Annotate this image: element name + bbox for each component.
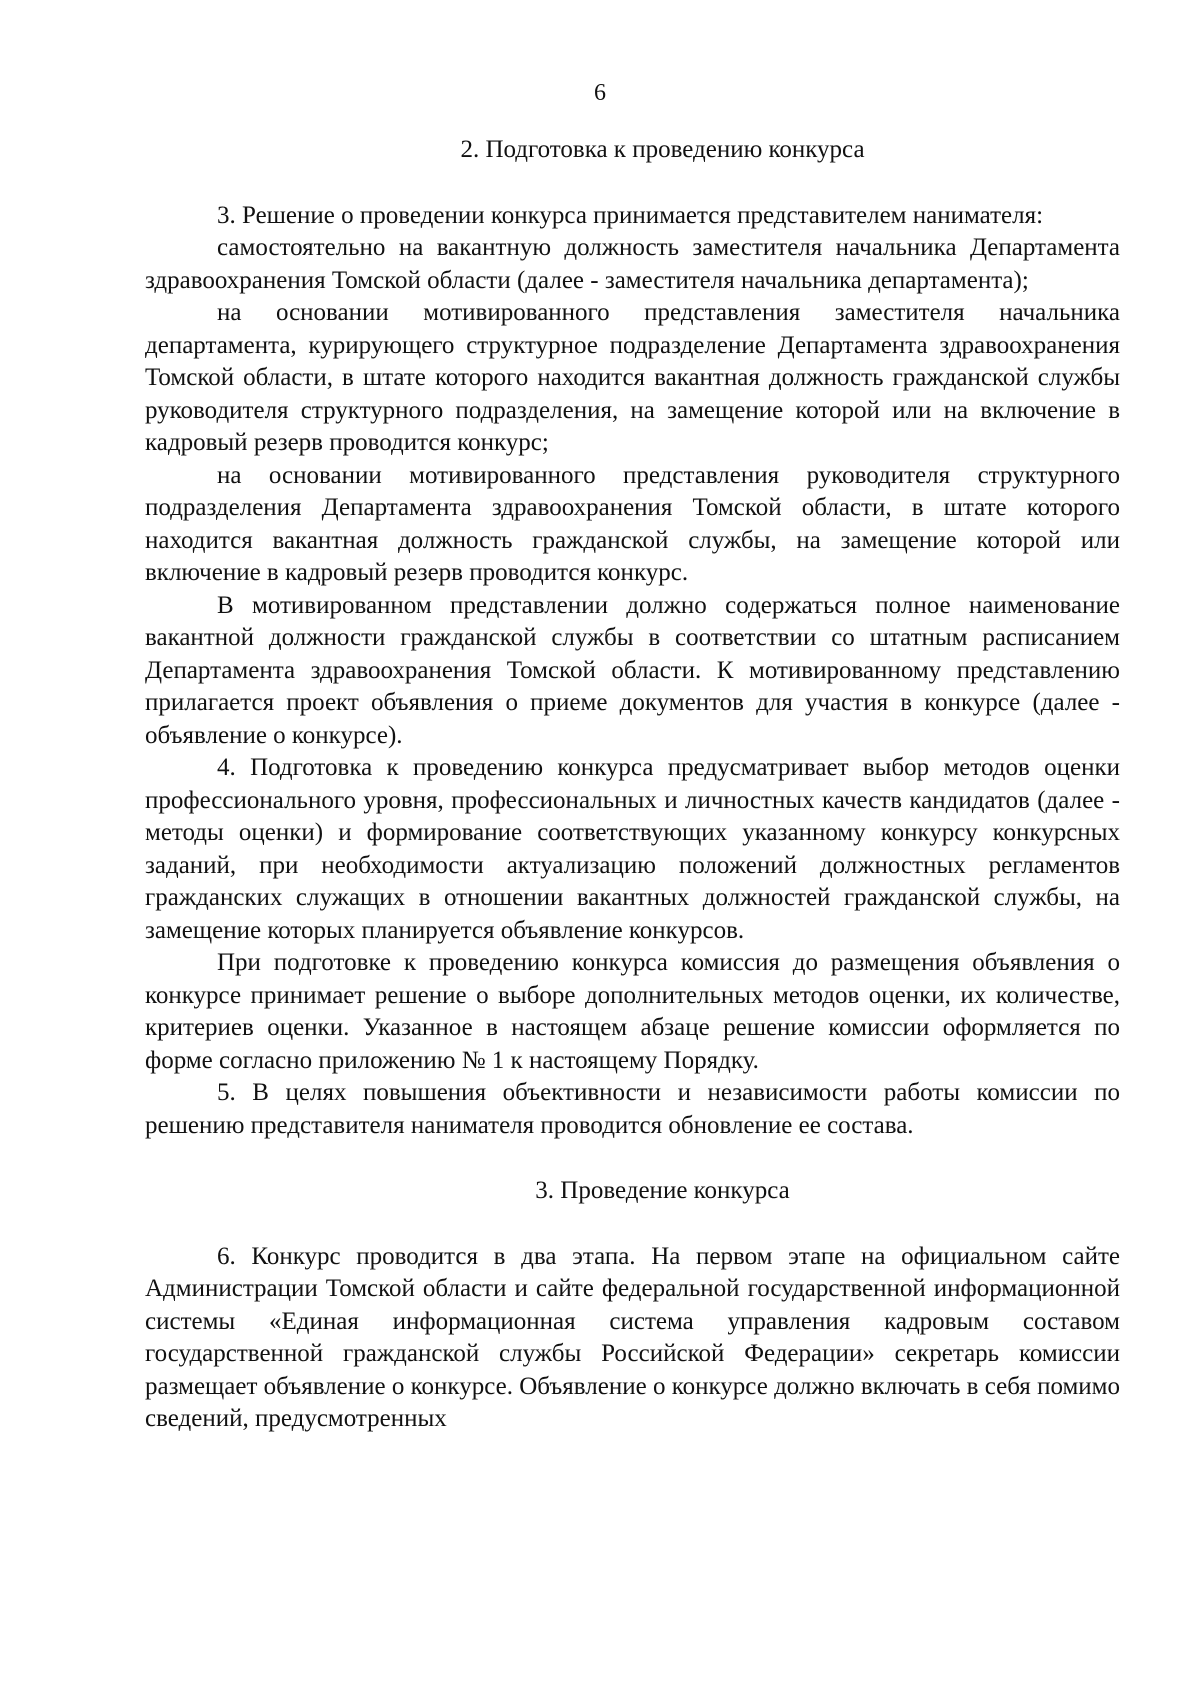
section-heading-conduct: 3. Проведение конкурса: [535, 1177, 790, 1204]
paragraph-5-renewal: 5. В целях повышения объективности и независимости работы комиссии по решению представителя нанимателя проводится обновление ее состава.: [145, 1079, 1120, 1139]
document-body: [145, 134, 1120, 1436]
paragraph-head-submission: на основании мотивированного представления руководителя структурного подразделения Департамента здравоохранения Томской области, в штате которого находится вакантная должность гражданской службы, на замещение которой или включение в кадровый резерв проводится конкурс.: [145, 461, 1120, 586]
paragraph-commission-decision: При подготовке к проведению конкурса комиссия до размещения объявления о конкурсе принимает решение о выборе дополнительных методов оценки, их количестве, критериев оценки. Указанное в настоящем абзаце решение комиссии оформляется по форме согласно приложению № 1 к настоящему Порядку.: [145, 949, 1120, 1074]
paragraph-6-stages: 6. Конкурс проводится в два этапа. На первом этапе на официальном сайте Администрации Томской области и сайте федеральной государственной информационной системы «Единая информационная система управления кадровым составом государственной гражданской службы Российской Федерации» секретарь комиссии размещает объявление о конкурсе. Объявление о конкурсе должно включать в себя помимо сведений, предусмотренных: [145, 1242, 1120, 1432]
section-heading-preparation: 2. Подготовка к проведению конкурса: [460, 136, 865, 163]
paragraph-deputy-submission: на основании мотивированного представления заместителя начальника департамента, курирующего структурное подразделение Департамента здравоохранения Томской области, в штате которого находится вакантная должность гражданской службы руководителя структурного подразделения, на замещение которой или на включение в кадровый резерв проводится конкурс;: [145, 299, 1120, 456]
paragraph-deputy-head: самостоятельно на вакантную должность заместителя начальника Департамента здравоохранения Томской области (далее - заместителя начальника департамента);: [145, 234, 1120, 294]
paragraph-3-decision: 3. Решение о проведении конкурса принимается представителем нанимателя:: [217, 201, 1044, 229]
page-number: 6: [594, 80, 606, 106]
paragraph-4-methods: 4. Подготовка к проведению конкурса предусматривает выбор методов оценки профессионального уровня, профессиональных и личностных качеств кандидатов (далее - методы оценки) и формирование соответствующих указанному конкурсу конкурсных заданий, при необходимости актуализацию положений должностных регламентов гражданских служащих в отношении вакантных должностей гражданской службы, на замещение которых планируется объявление конкурсов.: [145, 754, 1120, 944]
paragraph-submission-content: В мотивированном представлении должно содержаться полное наименование вакантной должности гражданской службы в соответствии со штатным расписанием Департамента здравоохранения Томской области. К мотивированному представлению прилагается проект объявления о приеме документов для участия в конкурсе (далее - объявление о конкурсе).: [145, 591, 1120, 749]
